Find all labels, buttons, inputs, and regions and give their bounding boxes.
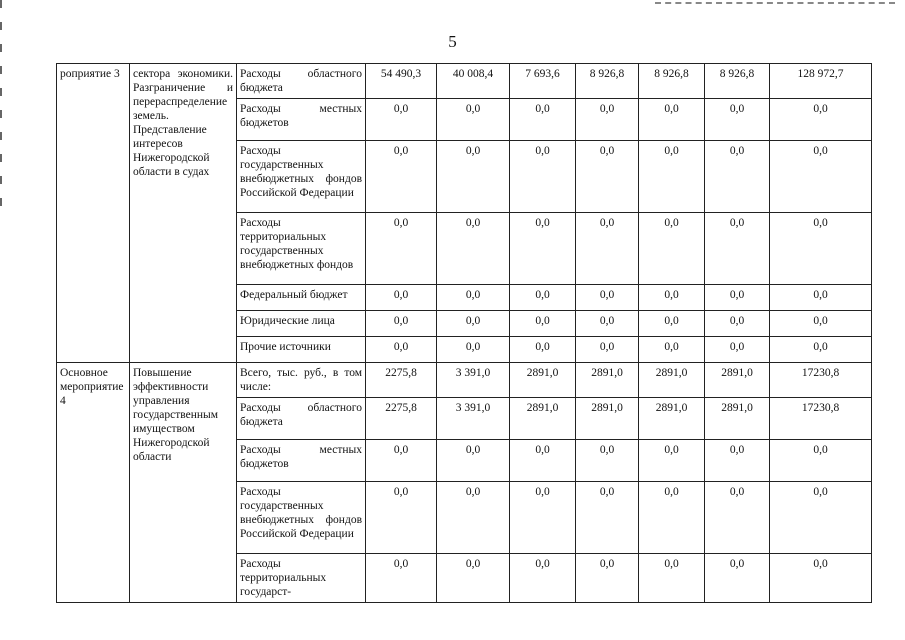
year-value-cell: 2891,0 — [639, 398, 705, 440]
scan-edge-marks — [0, 0, 3, 200]
total-value-cell: 0,0 — [770, 337, 872, 363]
funding-source-cell: Расходы государственных внебюджетных фондов Российской Федерации — [237, 482, 366, 554]
year-value-cell: 0,0 — [639, 337, 705, 363]
year-value-cell: 0,0 — [576, 285, 639, 311]
year-value-cell: 0,0 — [510, 285, 576, 311]
year-value-cell: 0,0 — [437, 337, 510, 363]
year-value-cell: 0,0 — [705, 141, 770, 213]
year-value-cell: 0,0 — [366, 440, 437, 482]
year-value-cell: 0,0 — [366, 99, 437, 141]
page-number: 5 — [448, 32, 457, 51]
year-value-cell: 0,0 — [639, 554, 705, 603]
activity-description-cell: сектора экономики. Разграничение и перераспределение земель. Представление интересов Нижегородской области в судах — [130, 64, 237, 363]
year-value-cell: 0,0 — [705, 285, 770, 311]
year-value-cell: 0,0 — [510, 554, 576, 603]
funding-source-cell: Расходы территориальных государст- — [237, 554, 366, 603]
year-value-cell: 0,0 — [639, 141, 705, 213]
year-value-cell: 40 008,4 — [437, 64, 510, 99]
table-row — [57, 64, 872, 99]
total-value-cell: 0,0 — [770, 141, 872, 213]
year-value-cell: 2275,8 — [366, 398, 437, 440]
year-value-cell: 0,0 — [705, 482, 770, 554]
year-value-cell: 0,0 — [510, 141, 576, 213]
year-value-cell: 0,0 — [437, 440, 510, 482]
total-value-cell: 0,0 — [770, 554, 872, 603]
activity-name-cell: роприятие 3 — [57, 64, 130, 363]
year-value-cell: 8 926,8 — [576, 64, 639, 99]
year-value-cell: 0,0 — [576, 213, 639, 285]
funding-source-cell: Расходы территориальных государственных внебюджетных фондов — [237, 213, 366, 285]
year-value-cell: 8 926,8 — [705, 64, 770, 99]
year-value-cell: 0,0 — [639, 213, 705, 285]
funding-source-cell: Расходы областного бюджета — [237, 398, 366, 440]
year-value-cell: 0,0 — [705, 554, 770, 603]
year-value-cell: 2891,0 — [705, 398, 770, 440]
year-value-cell: 2891,0 — [705, 363, 770, 398]
activity-name-cell: Основное мероприятие 4 — [57, 363, 130, 603]
year-value-cell: 54 490,3 — [366, 64, 437, 99]
year-value-cell: 0,0 — [639, 440, 705, 482]
year-value-cell: 0,0 — [705, 440, 770, 482]
total-value-cell: 128 972,7 — [770, 64, 872, 99]
year-value-cell: 0,0 — [510, 440, 576, 482]
funding-source-cell: Юридические лица — [237, 311, 366, 337]
year-value-cell: 8 926,8 — [639, 64, 705, 99]
year-value-cell: 0,0 — [437, 141, 510, 213]
funding-source-cell: Всего, тыс. руб., в том числе: — [237, 363, 366, 398]
scan-top-dash — [655, 2, 895, 6]
year-value-cell: 0,0 — [576, 99, 639, 141]
year-value-cell: 2891,0 — [510, 398, 576, 440]
year-value-cell: 0,0 — [510, 311, 576, 337]
year-value-cell: 0,0 — [366, 311, 437, 337]
year-value-cell: 0,0 — [576, 337, 639, 363]
budget-table — [56, 63, 872, 603]
year-value-cell: 2891,0 — [576, 398, 639, 440]
total-value-cell: 0,0 — [770, 99, 872, 141]
year-value-cell: 0,0 — [576, 311, 639, 337]
year-value-cell: 0,0 — [437, 285, 510, 311]
year-value-cell: 0,0 — [576, 482, 639, 554]
year-value-cell: 0,0 — [366, 554, 437, 603]
funding-source-cell: Прочие источники — [237, 337, 366, 363]
year-value-cell: 0,0 — [437, 213, 510, 285]
total-value-cell: 0,0 — [770, 213, 872, 285]
year-value-cell: 0,0 — [576, 440, 639, 482]
year-value-cell: 0,0 — [437, 311, 510, 337]
year-value-cell: 2891,0 — [510, 363, 576, 398]
year-value-cell: 0,0 — [437, 554, 510, 603]
activity-description-cell: Повышение эффективности управления государственным имуществом Нижегородской области — [130, 363, 237, 603]
year-value-cell: 0,0 — [705, 213, 770, 285]
year-value-cell: 3 391,0 — [437, 363, 510, 398]
year-value-cell: 0,0 — [576, 141, 639, 213]
year-value-cell: 0,0 — [510, 99, 576, 141]
year-value-cell: 0,0 — [437, 99, 510, 141]
year-value-cell: 0,0 — [366, 141, 437, 213]
funding-source-cell: Расходы областного бюджета — [237, 64, 366, 99]
year-value-cell: 0,0 — [705, 337, 770, 363]
total-value-cell: 0,0 — [770, 311, 872, 337]
year-value-cell: 0,0 — [639, 99, 705, 141]
funding-source-cell: Расходы местных бюджетов — [237, 440, 366, 482]
year-value-cell: 0,0 — [639, 285, 705, 311]
year-value-cell: 2891,0 — [639, 363, 705, 398]
year-value-cell: 0,0 — [510, 337, 576, 363]
year-value-cell: 0,0 — [639, 311, 705, 337]
total-value-cell: 0,0 — [770, 482, 872, 554]
funding-source-cell: Расходы местных бюджетов — [237, 99, 366, 141]
year-value-cell: 0,0 — [510, 482, 576, 554]
total-value-cell: 17230,8 — [770, 398, 872, 440]
table-row — [57, 363, 872, 398]
year-value-cell: 0,0 — [576, 554, 639, 603]
year-value-cell: 0,0 — [366, 337, 437, 363]
year-value-cell: 2891,0 — [576, 363, 639, 398]
total-value-cell: 0,0 — [770, 285, 872, 311]
year-value-cell: 7 693,6 — [510, 64, 576, 99]
year-value-cell: 0,0 — [366, 482, 437, 554]
year-value-cell: 3 391,0 — [437, 398, 510, 440]
year-value-cell: 0,0 — [705, 311, 770, 337]
year-value-cell: 0,0 — [705, 99, 770, 141]
year-value-cell: 0,0 — [366, 285, 437, 311]
year-value-cell: 0,0 — [639, 482, 705, 554]
total-value-cell: 17230,8 — [770, 363, 872, 398]
funding-source-cell: Расходы государственных внебюджетных фондов Российской Федерации — [237, 141, 366, 213]
total-value-cell: 0,0 — [770, 440, 872, 482]
year-value-cell: 0,0 — [366, 213, 437, 285]
year-value-cell: 2275,8 — [366, 363, 437, 398]
funding-source-cell: Федеральный бюджет — [237, 285, 366, 311]
year-value-cell: 0,0 — [437, 482, 510, 554]
year-value-cell: 0,0 — [510, 213, 576, 285]
